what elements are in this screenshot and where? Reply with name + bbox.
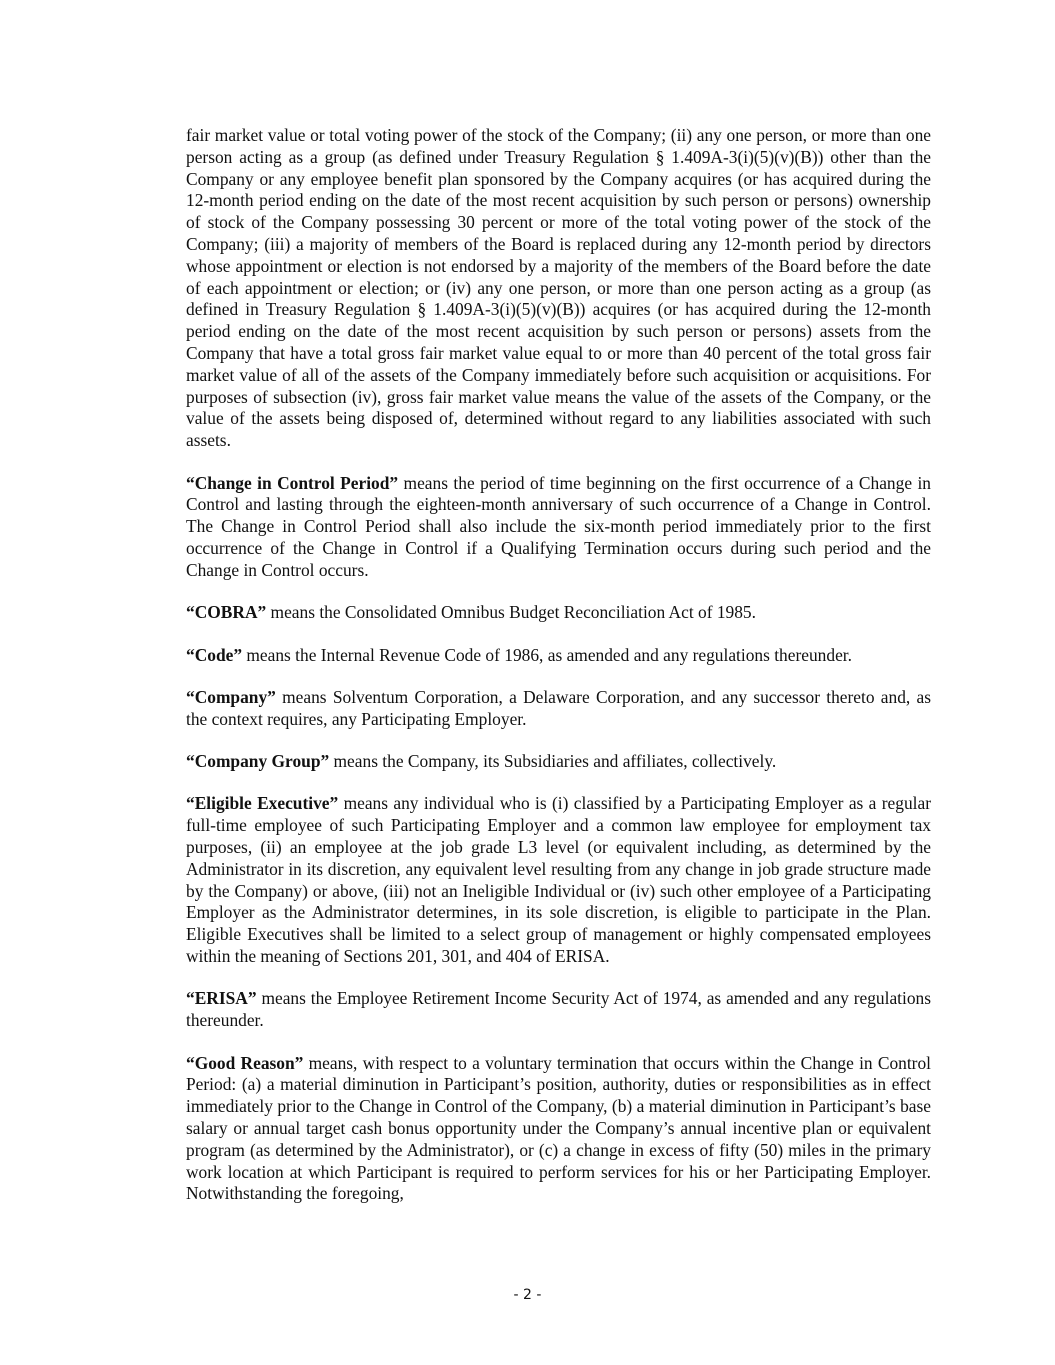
- defined-term: “Code”: [186, 644, 243, 665]
- document-body: [186, 125, 931, 1226]
- definition-good-reason: [186, 1053, 931, 1206]
- definition-text: means the Consolidated Omnibus Budget Reconciliation Act of 1985.: [266, 602, 756, 623]
- definition-text: means the Company, its Subsidiaries and affiliates, collectively.: [329, 751, 777, 772]
- definition-eligible-executive: [186, 793, 931, 967]
- definition-company: [186, 687, 931, 731]
- paragraph-change-in-control-continued: [186, 125, 931, 452]
- definition-text: means the Employee Retirement Income Security Act of 1974, as amended and any regulations thereunder.: [186, 988, 931, 1031]
- defined-term: “Company Group”: [186, 751, 330, 772]
- defined-term: “Eligible Executive”: [186, 793, 339, 814]
- defined-term: “Company”: [186, 686, 276, 707]
- definition-company-group: [186, 751, 931, 773]
- definition-cobra: [186, 602, 931, 624]
- page-number: - 2 -: [513, 1287, 542, 1303]
- definition-text: means the Internal Revenue Code of 1986, as amended and any regulations thereunder.: [242, 644, 852, 665]
- defined-term: “COBRA”: [186, 602, 267, 623]
- definition-erisa: [186, 988, 931, 1032]
- paragraph-text: fair market value or total voting power of the stock of the Company; (ii) any one person, or more than one person acting as a group (as defined under Treasury Regulation § 1.409A-3(i)(5)(v)(B)) other than the Company or any employee benefit plan sponsored by the Company acquires (or has acquired during the 12-month period ending on the date of the most recent acquisition by such person or persons) ownership of stock of the Company possessing 30 percent or more of the total voting power of the stock of the Company; (iii) a majority of members of the Board is replaced during any 12-month period by directors whose appointment or election is not endorsed by a majority of the members of the Board before the date of each appointment or election; or (iv) any one person, or more than one person acting as a group (as defined in Treasury Regulation § 1.409A-3(i)(5)(v)(B)) acquires (or has acquired during the 12-month period ending on the date of the most recent acquisition by such person or persons) assets from the Company that have a total gross fair market value equal to or more than 40 percent of the total gross fair market value of all of the assets of the Company immediately before such acquisition or acquisitions. For purposes of subsection (iv), gross fair market value means the value of the assets of the Company, or the value of the assets being disposed of, determined without regard to any liabilities associated with such assets.: [186, 125, 931, 451]
- definition-change-in-control-period: [186, 473, 931, 582]
- defined-term: “Change in Control Period”: [186, 472, 399, 493]
- definition-code: [186, 645, 931, 667]
- definition-text: means any individual who is (i) classified by a Participating Employer as a regular full-time employee of such Participating Employer and a common law employee for employment tax purposes, (ii) an employee at the job grade L3 level (or equivalent including, as determined by the Administrator in its discretion, any equivalent level resulting from any change in job grade structure made by the Company) or above, (iii) not an Ineligible Individual or (iv) such other employee of a Participating Employer as the Administrator determines, in its sole discretion, is eligible to participate in the Plan. Eligible Executives shall be limited to a select group of management or highly compensated employees within the meaning of Sections 201, 301, and 404 of ERISA.: [186, 793, 931, 967]
- defined-term: “Good Reason”: [186, 1052, 304, 1073]
- definition-text: means Solventum Corporation, a Delaware Corporation, and any successor thereto and, as the context requires, any Participating Employer.: [186, 686, 931, 729]
- definition-text: means, with respect to a voluntary termination that occurs within the Change in Control Period: (a) a material diminution in Participant’s position, authority, duties or responsibilities as in effect immediately prior to the Change in Control of the Company, (b) a material diminution in Participant’s base salary or annual target cash bonus opportunity under the Company’s annual incentive plan or equivalent program (as determined by the Administrator), or (c) a change in excess of fifty (50) miles in the primary work location at which Participant is required to perform services for his or her Participating Employer. Notwithstanding the foregoing,: [186, 1052, 932, 1204]
- definition-text: means the period of time beginning on the first occurrence of a Change in Control and lasting through the eighteen-month anniversary of such occurrence of a Change in Control. The Change in Control Period shall also include the six-month period immediately prior to the first occurrence of the Change in Control if a Qualifying Termination occurs during such period and the Change in Control occurs.: [186, 472, 932, 580]
- defined-term: “ERISA”: [186, 988, 257, 1009]
